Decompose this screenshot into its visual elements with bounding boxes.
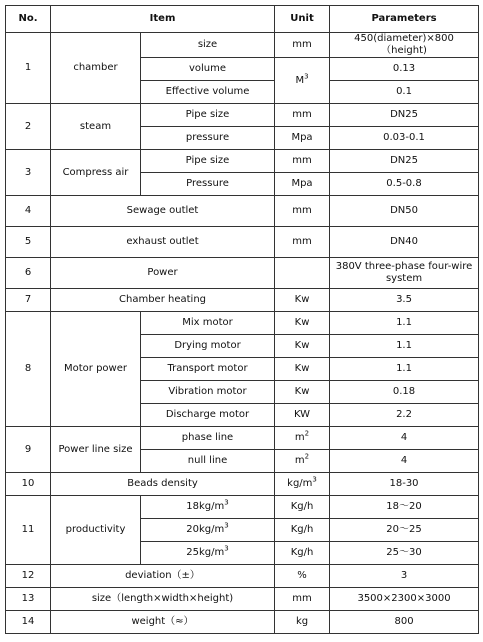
- row-number: 3: [6, 150, 51, 196]
- row-number: 9: [6, 427, 51, 473]
- unit-cell: Kg/h: [275, 519, 330, 542]
- parameter-cell: 380V three-phase four-wire system: [330, 258, 479, 289]
- parameter-cell: 450(diameter)×800（height): [330, 33, 479, 58]
- row-number: 6: [6, 258, 51, 289]
- unit-cell: mm: [275, 227, 330, 258]
- unit-cell: Kw: [275, 358, 330, 381]
- unit-cell: Kw: [275, 335, 330, 358]
- table-row: [6, 611, 479, 634]
- sub-item: phase line: [141, 427, 275, 450]
- sub-item: Effective volume: [141, 81, 275, 104]
- sub-item: Transport motor: [141, 358, 275, 381]
- item-group: Motor power: [51, 312, 141, 427]
- unit-cell: $m^2$: [275, 427, 330, 450]
- sub-item: size: [141, 33, 275, 58]
- sub-item: Pipe size: [141, 150, 275, 173]
- parameter-cell: 1.1: [330, 358, 479, 381]
- unit-cell: Mpa: [275, 173, 330, 196]
- parameter-cell: 1.1: [330, 312, 479, 335]
- sub-item: Discharge motor: [141, 404, 275, 427]
- parameter-cell: 3.5: [330, 289, 479, 312]
- item-cell: size（length×width×height): [51, 588, 275, 611]
- header-no: No.: [6, 6, 51, 33]
- parameter-cell: 18～20: [330, 496, 479, 519]
- row-number: 2: [6, 104, 51, 150]
- table-row: [6, 496, 479, 519]
- table-row: [6, 196, 479, 227]
- row-number: 4: [6, 196, 51, 227]
- sub-item: volume: [141, 58, 275, 81]
- item-group: Compress air: [51, 150, 141, 196]
- unit-cell: $kg/m^3$: [275, 473, 330, 496]
- parameter-cell: 0.5-0.8: [330, 173, 479, 196]
- parameter-cell: 0.18: [330, 381, 479, 404]
- header-row: [6, 6, 479, 33]
- table-row: [6, 33, 479, 58]
- row-number: 14: [6, 611, 51, 634]
- item-cell: Sewage outlet: [51, 196, 275, 227]
- unit-cell: kg: [275, 611, 330, 634]
- item-cell: Beads density: [51, 473, 275, 496]
- unit-cell: $M^3$: [275, 58, 330, 104]
- item-group: chamber: [51, 33, 141, 104]
- unit-cell: mm: [275, 588, 330, 611]
- row-number: 1: [6, 33, 51, 104]
- table-row: [6, 104, 479, 127]
- parameter-cell: 4: [330, 450, 479, 473]
- table-row: [6, 565, 479, 588]
- parameter-cell: 3: [330, 565, 479, 588]
- specification-table: [5, 5, 479, 634]
- sub-item: $18kg/m^3$: [141, 496, 275, 519]
- table-row: [6, 427, 479, 450]
- parameter-cell: 4: [330, 427, 479, 450]
- parameter-cell: 0.03-0.1: [330, 127, 479, 150]
- parameter-cell: 25～30: [330, 542, 479, 565]
- parameter-cell: 0.13: [330, 58, 479, 81]
- item-group: steam: [51, 104, 141, 150]
- unit-cell: Kw: [275, 289, 330, 312]
- row-number: 12: [6, 565, 51, 588]
- header-unit: Unit: [275, 6, 330, 33]
- parameter-cell: 0.1: [330, 81, 479, 104]
- parameter-cell: 20～25: [330, 519, 479, 542]
- table-row: [6, 150, 479, 173]
- unit-cell: Mpa: [275, 127, 330, 150]
- parameter-cell: DN25: [330, 104, 479, 127]
- parameter-cell: 3500×2300×3000: [330, 588, 479, 611]
- parameter-cell: 1.1: [330, 335, 479, 358]
- parameter-cell: DN25: [330, 150, 479, 173]
- unit-cell: mm: [275, 104, 330, 127]
- table-row: [6, 473, 479, 496]
- unit-cell: [275, 258, 330, 289]
- row-number: 13: [6, 588, 51, 611]
- unit-cell: Kw: [275, 312, 330, 335]
- unit-cell: mm: [275, 150, 330, 173]
- sub-item: Pipe size: [141, 104, 275, 127]
- unit-cell: mm: [275, 33, 330, 58]
- sub-item: pressure: [141, 127, 275, 150]
- parameter-cell: 2.2: [330, 404, 479, 427]
- parameter-cell: DN50: [330, 196, 479, 227]
- table-row: [6, 312, 479, 335]
- row-number: 5: [6, 227, 51, 258]
- sub-item: Mix motor: [141, 312, 275, 335]
- unit-cell: KW: [275, 404, 330, 427]
- sub-item: $20kg/m^3$: [141, 519, 275, 542]
- sub-item: Drying motor: [141, 335, 275, 358]
- parameter-cell: 800: [330, 611, 479, 634]
- sub-item: Vibration motor: [141, 381, 275, 404]
- row-number: 8: [6, 312, 51, 427]
- unit-cell: Kg/h: [275, 542, 330, 565]
- row-number: 10: [6, 473, 51, 496]
- sub-item: null line: [141, 450, 275, 473]
- row-number: 11: [6, 496, 51, 565]
- table-row: [6, 227, 479, 258]
- unit-cell: mm: [275, 196, 330, 227]
- table-row: [6, 258, 479, 289]
- unit-cell: $m^2$: [275, 450, 330, 473]
- item-cell: Chamber heating: [51, 289, 275, 312]
- header-item: Item: [51, 6, 275, 33]
- parameter-cell: 18-30: [330, 473, 479, 496]
- item-cell: Power: [51, 258, 275, 289]
- item-group: productivity: [51, 496, 141, 565]
- header-parameters: Parameters: [330, 6, 479, 33]
- item-cell: weight（≈）: [51, 611, 275, 634]
- parameter-cell: DN40: [330, 227, 479, 258]
- unit-cell: Kw: [275, 381, 330, 404]
- sub-item: Pressure: [141, 173, 275, 196]
- unit-cell: Kg/h: [275, 496, 330, 519]
- table-row: [6, 289, 479, 312]
- item-group: Power line size: [51, 427, 141, 473]
- unit-cell: %: [275, 565, 330, 588]
- row-number: 7: [6, 289, 51, 312]
- item-cell: deviation（±）: [51, 565, 275, 588]
- table-row: [6, 588, 479, 611]
- sub-item: $25kg/m^3$: [141, 542, 275, 565]
- item-cell: exhaust outlet: [51, 227, 275, 258]
